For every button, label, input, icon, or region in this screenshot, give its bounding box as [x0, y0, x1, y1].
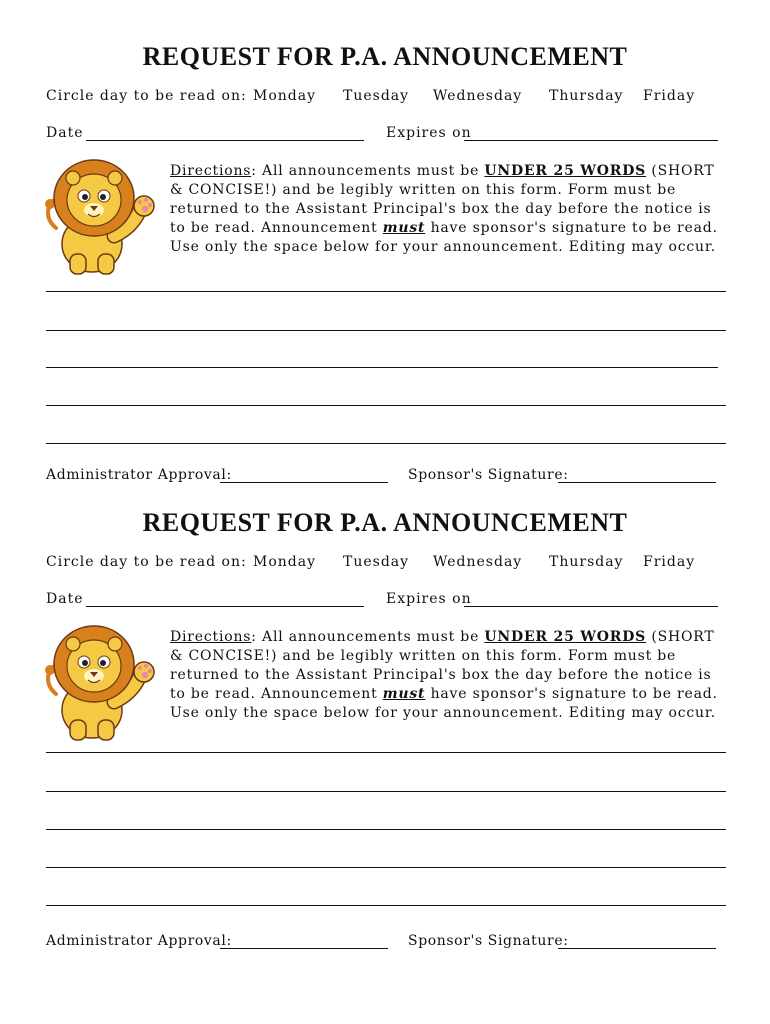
- date-field[interactable]: [86, 606, 364, 607]
- day-wednesday[interactable]: Wednesday: [433, 88, 523, 104]
- sponsor-signature-field[interactable]: [558, 948, 716, 949]
- date-label: Date: [46, 125, 84, 141]
- day-monday[interactable]: Monday: [253, 88, 316, 104]
- announcement-line-3[interactable]: [46, 829, 726, 830]
- announcement-form-2: [0, 466, 770, 956]
- expires-label: Expires on: [386, 591, 472, 607]
- sponsor-signature-label: Sponsor's Signature:: [408, 467, 569, 483]
- must-emphasis: must: [382, 220, 426, 236]
- directions-text: [170, 628, 726, 723]
- day-friday[interactable]: Friday: [643, 554, 696, 570]
- form-title: REQUEST FOR P.A. ANNOUNCEMENT: [142, 42, 628, 71]
- admin-approval-label: Administrator Approval:: [46, 467, 232, 483]
- lion-mascot-icon: [40, 158, 162, 276]
- circle-day-label: Circle day to be read on:: [46, 88, 247, 104]
- day-wednesday[interactable]: Wednesday: [433, 554, 523, 570]
- announcement-line-2[interactable]: [46, 330, 726, 331]
- directions-part-3: have sponsor's signature to be read. Use only the space below for your announcement. Editing may occur.: [170, 220, 718, 255]
- sponsor-signature-label: Sponsor's Signature:: [408, 933, 569, 949]
- announcement-line-4[interactable]: [46, 867, 726, 868]
- day-thursday[interactable]: Thursday: [549, 554, 624, 570]
- directions-heading: Directions: [170, 163, 252, 179]
- date-label: Date: [46, 591, 84, 607]
- admin-approval-field[interactable]: [220, 948, 388, 949]
- announcement-line-1[interactable]: [46, 291, 726, 292]
- form-title: REQUEST FOR P.A. ANNOUNCEMENT: [142, 508, 628, 537]
- announcement-line-5[interactable]: [46, 905, 726, 906]
- directions-part-1: : All announcements must be: [251, 629, 485, 645]
- admin-approval-label: Administrator Approval:: [46, 933, 232, 949]
- date-field[interactable]: [86, 140, 364, 141]
- day-friday[interactable]: Friday: [643, 88, 696, 104]
- expires-field[interactable]: [464, 606, 718, 607]
- day-thursday[interactable]: Thursday: [549, 88, 624, 104]
- expires-field[interactable]: [464, 140, 718, 141]
- announcement-line-2[interactable]: [46, 791, 726, 792]
- expires-label: Expires on: [386, 125, 472, 141]
- day-tuesday[interactable]: Tuesday: [343, 554, 410, 570]
- announcement-line-4[interactable]: [46, 405, 726, 406]
- directions-part-3: have sponsor's signature to be read. Use only the space below for your announcement. Editing may occur.: [170, 686, 718, 721]
- directions-part-2: (SHORT & CONCISE!) and be legibly written on this form. Form must be returned to the Assistant Principal's box the day before the notice is to be read. Announcement: [170, 163, 715, 236]
- directions-text: [170, 162, 726, 257]
- day-tuesday[interactable]: Tuesday: [343, 88, 410, 104]
- day-monday[interactable]: Monday: [253, 554, 316, 570]
- announcement-line-1[interactable]: [46, 752, 726, 753]
- directions-part-2: (SHORT & CONCISE!) and be legibly written on this form. Form must be returned to the Assistant Principal's box the day before the notice is to be read. Announcement: [170, 629, 715, 702]
- announcement-line-5[interactable]: [46, 443, 726, 444]
- must-emphasis: must: [382, 686, 426, 702]
- word-limit: UNDER 25 WORDS: [484, 629, 647, 645]
- circle-day-label: Circle day to be read on:: [46, 554, 247, 570]
- lion-mascot-icon: [40, 624, 162, 742]
- directions-heading: Directions: [170, 629, 252, 645]
- word-limit: UNDER 25 WORDS: [484, 163, 647, 179]
- announcement-form-1: [0, 0, 770, 490]
- directions-part-1: : All announcements must be: [251, 163, 485, 179]
- announcement-line-3[interactable]: [46, 367, 718, 368]
